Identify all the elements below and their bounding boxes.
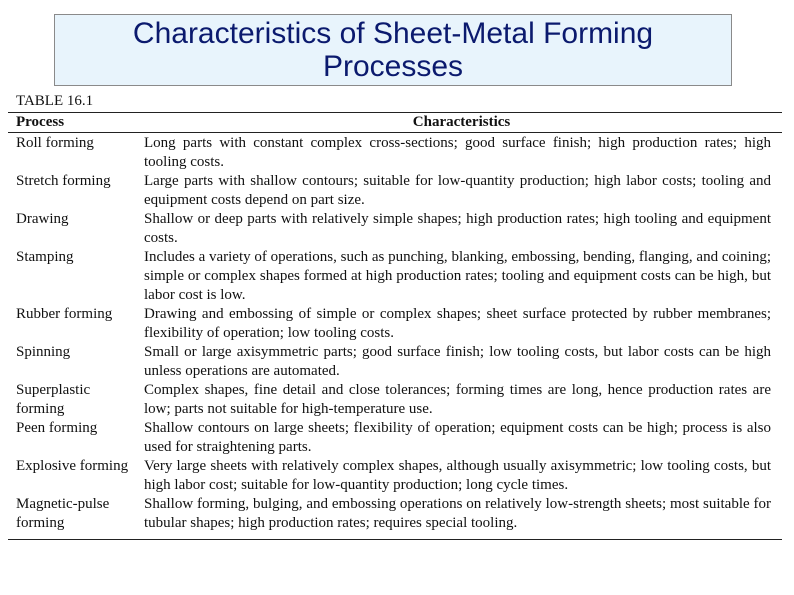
- process-characteristics: Drawing and embossing of simple or complex shapes; sheet surface protected by rubber membranes; flexibility of operation; low tooling costs.: [144, 306, 771, 341]
- slide-title: Characteristics of Sheet-Metal Forming Processes: [132, 17, 654, 83]
- slide-title-box: [54, 14, 732, 86]
- process-characteristics: Shallow forming, bulging, and embossing operations on relatively low-strength sheets; most suitable for tubular shapes; high production rates; requires special tooling.: [144, 496, 771, 531]
- process-name: Magnetic-pulse forming: [16, 496, 110, 531]
- table-row: [8, 248, 782, 305]
- process-name: Stretch forming: [16, 173, 111, 189]
- table-bottom-rule: [8, 539, 782, 540]
- header-process: Process: [16, 114, 65, 130]
- table-row: [8, 381, 782, 419]
- process-name: Drawing: [16, 211, 69, 227]
- table-row: [8, 134, 782, 172]
- table-header-row: [8, 113, 782, 132]
- process-name: Spinning: [16, 344, 71, 360]
- table-label: TABLE 16.1: [16, 93, 94, 109]
- table-body: [8, 134, 782, 533]
- header-characteristics: Characteristics: [412, 114, 511, 130]
- process-characteristics: Large parts with shallow contours; suitable for low-quantity production; high labor costs; tooling and equipment costs depend on part size.: [144, 173, 771, 208]
- process-name: Stamping: [16, 249, 74, 265]
- table-row: [8, 210, 782, 248]
- process-characteristics: Shallow contours on large sheets; flexibility of operation; equipment costs can be high; process is also used for straightening parts.: [144, 420, 771, 455]
- process-characteristics: Small or large axisymmetric parts; good surface finish; low tooling costs, but labor costs can be high unless operations are automated.: [144, 344, 771, 379]
- process-characteristics: Complex shapes, fine detail and close tolerances; forming times are long, hence production rates are low; parts not suitable for high-temperature use.: [144, 382, 771, 417]
- table-row: [8, 495, 782, 533]
- process-characteristics: Very large sheets with relatively complex shapes, although usually axisymmetric; low tooling costs, but high labor cost; suitable for low-quantity production; long cycle times.: [144, 458, 771, 493]
- table-row: [8, 172, 782, 210]
- table-row: [8, 305, 782, 343]
- process-name: Explosive forming: [16, 458, 129, 474]
- process-name: Rubber forming: [16, 306, 113, 322]
- process-characteristics: Shallow or deep parts with relatively simple shapes; high production rates; high tooling and equipment costs.: [144, 211, 771, 246]
- process-name: Peen forming: [16, 420, 98, 436]
- process-name: Superplastic forming: [16, 382, 91, 417]
- process-characteristics: Long parts with constant complex cross-sections; good surface finish; high production rates; high tooling costs.: [144, 135, 771, 170]
- process-characteristics: Includes a variety of operations, such as punching, blanking, embossing, bending, flanging, and coining; simple or complex shapes formed at high production rates; tooling and equipment costs can be high, but labor cost is low.: [144, 249, 771, 303]
- table-row: [8, 419, 782, 457]
- table-row: [8, 343, 782, 381]
- table-header-rule: [8, 132, 782, 133]
- process-name: Roll forming: [16, 135, 94, 151]
- table-row: [8, 457, 782, 495]
